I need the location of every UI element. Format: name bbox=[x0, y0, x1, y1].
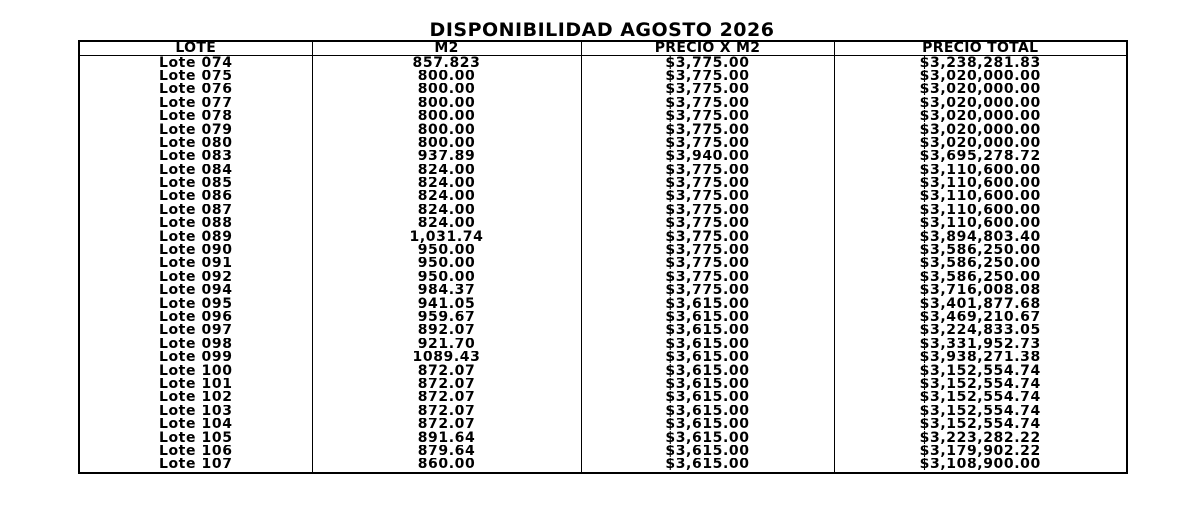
lote-cell: Lote 102 bbox=[79, 391, 312, 404]
table-row bbox=[79, 378, 1127, 391]
table-row bbox=[79, 164, 1127, 177]
price-per-m2-cell: $3,775.00 bbox=[581, 230, 834, 243]
total-price-cell: $3,938,271.38 bbox=[834, 351, 1127, 364]
total-price-cell: $3,586,250.00 bbox=[834, 257, 1127, 270]
lote-cell: Lote 080 bbox=[79, 137, 312, 150]
price-per-m2-cell: $3,775.00 bbox=[581, 177, 834, 190]
table-row bbox=[79, 338, 1127, 351]
lote-cell: Lote 099 bbox=[79, 351, 312, 364]
m2-cell: 891.64 bbox=[312, 431, 581, 444]
total-price-cell: $3,108,900.00 bbox=[834, 458, 1127, 472]
table-row bbox=[79, 297, 1127, 310]
total-price-cell: $3,716,008.08 bbox=[834, 284, 1127, 297]
lote-cell: Lote 104 bbox=[79, 418, 312, 431]
price-per-m2-cell: $3,615.00 bbox=[581, 445, 834, 458]
lote-cell: Lote 089 bbox=[79, 230, 312, 243]
header-row bbox=[79, 41, 1127, 56]
lote-cell: Lote 091 bbox=[79, 257, 312, 270]
m2-cell: 872.07 bbox=[312, 418, 581, 431]
table-row bbox=[79, 364, 1127, 377]
m2-cell: 800.00 bbox=[312, 110, 581, 123]
table-body bbox=[79, 56, 1127, 473]
m2-cell: 1089.43 bbox=[312, 351, 581, 364]
lote-cell: Lote 074 bbox=[79, 56, 312, 70]
m2-cell: 857.823 bbox=[312, 56, 581, 70]
total-price-cell: $3,179,902.22 bbox=[834, 445, 1127, 458]
total-price-cell: $3,110,600.00 bbox=[834, 164, 1127, 177]
lote-cell: Lote 101 bbox=[79, 378, 312, 391]
price-per-m2-cell: $3,775.00 bbox=[581, 83, 834, 96]
price-per-m2-cell: $3,615.00 bbox=[581, 405, 834, 418]
table-row bbox=[79, 230, 1127, 243]
total-price-cell: $3,020,000.00 bbox=[834, 70, 1127, 83]
table-row bbox=[79, 351, 1127, 364]
total-price-cell: $3,238,281.83 bbox=[834, 56, 1127, 70]
total-price-cell: $3,224,833.05 bbox=[834, 324, 1127, 337]
table-row bbox=[79, 97, 1127, 110]
lote-cell: Lote 092 bbox=[79, 271, 312, 284]
lote-cell: Lote 095 bbox=[79, 297, 312, 310]
total-price-cell: $3,401,877.68 bbox=[834, 297, 1127, 310]
price-per-m2-cell: $3,775.00 bbox=[581, 284, 834, 297]
lote-cell: Lote 106 bbox=[79, 445, 312, 458]
total-price-cell: $3,152,554.74 bbox=[834, 378, 1127, 391]
price-per-m2-cell: $3,775.00 bbox=[581, 123, 834, 136]
m2-cell: 959.67 bbox=[312, 311, 581, 324]
total-price-cell: $3,110,600.00 bbox=[834, 204, 1127, 217]
price-per-m2-cell: $3,775.00 bbox=[581, 217, 834, 230]
column-header-lote: LOTE bbox=[79, 41, 312, 56]
m2-cell: 860.00 bbox=[312, 458, 581, 472]
column-header-price-per-m2: PRECIO X M2 bbox=[581, 41, 834, 56]
total-price-cell: $3,152,554.74 bbox=[834, 391, 1127, 404]
table-row bbox=[79, 418, 1127, 431]
m2-cell: 892.07 bbox=[312, 324, 581, 337]
m2-cell: 950.00 bbox=[312, 244, 581, 257]
lote-cell: Lote 090 bbox=[79, 244, 312, 257]
m2-cell: 824.00 bbox=[312, 164, 581, 177]
lote-cell: Lote 107 bbox=[79, 458, 312, 472]
total-price-cell: $3,020,000.00 bbox=[834, 110, 1127, 123]
table-row bbox=[79, 56, 1127, 70]
table-row bbox=[79, 445, 1127, 458]
m2-cell: 921.70 bbox=[312, 338, 581, 351]
column-header-m2: M2 bbox=[312, 41, 581, 56]
price-per-m2-cell: $3,615.00 bbox=[581, 364, 834, 377]
total-price-cell: $3,223,282.22 bbox=[834, 431, 1127, 444]
price-per-m2-cell: $3,615.00 bbox=[581, 391, 834, 404]
price-per-m2-cell: $3,615.00 bbox=[581, 324, 834, 337]
price-per-m2-cell: $3,775.00 bbox=[581, 190, 834, 203]
lote-cell: Lote 085 bbox=[79, 177, 312, 190]
price-per-m2-cell: $3,775.00 bbox=[581, 164, 834, 177]
table-row bbox=[79, 190, 1127, 203]
m2-cell: 824.00 bbox=[312, 190, 581, 203]
m2-cell: 824.00 bbox=[312, 204, 581, 217]
lote-cell: Lote 086 bbox=[79, 190, 312, 203]
price-per-m2-cell: $3,615.00 bbox=[581, 431, 834, 444]
m2-cell: 872.07 bbox=[312, 405, 581, 418]
total-price-cell: $3,110,600.00 bbox=[834, 177, 1127, 190]
table-row bbox=[79, 83, 1127, 96]
column-header-total-price: PRECIO TOTAL bbox=[834, 41, 1127, 56]
total-price-cell: $3,469,210.67 bbox=[834, 311, 1127, 324]
lote-cell: Lote 096 bbox=[79, 311, 312, 324]
table-row bbox=[79, 70, 1127, 83]
price-per-m2-cell: $3,775.00 bbox=[581, 271, 834, 284]
m2-cell: 1,031.74 bbox=[312, 230, 581, 243]
total-price-cell: $3,110,600.00 bbox=[834, 217, 1127, 230]
lote-cell: Lote 087 bbox=[79, 204, 312, 217]
price-per-m2-cell: $3,615.00 bbox=[581, 338, 834, 351]
total-price-cell: $3,152,554.74 bbox=[834, 405, 1127, 418]
lote-cell: Lote 100 bbox=[79, 364, 312, 377]
price-per-m2-cell: $3,615.00 bbox=[581, 418, 834, 431]
availability-table bbox=[78, 40, 1128, 474]
price-per-m2-cell: $3,775.00 bbox=[581, 204, 834, 217]
price-per-m2-cell: $3,775.00 bbox=[581, 257, 834, 270]
m2-cell: 950.00 bbox=[312, 271, 581, 284]
m2-cell: 824.00 bbox=[312, 217, 581, 230]
price-per-m2-cell: $3,615.00 bbox=[581, 351, 834, 364]
total-price-cell: $3,586,250.00 bbox=[834, 271, 1127, 284]
price-per-m2-cell: $3,775.00 bbox=[581, 110, 834, 123]
lote-cell: Lote 078 bbox=[79, 110, 312, 123]
table-row bbox=[79, 217, 1127, 230]
table-row bbox=[79, 244, 1127, 257]
lote-cell: Lote 094 bbox=[79, 284, 312, 297]
lote-cell: Lote 075 bbox=[79, 70, 312, 83]
m2-cell: 984.37 bbox=[312, 284, 581, 297]
price-per-m2-cell: $3,615.00 bbox=[581, 311, 834, 324]
total-price-cell: $3,586,250.00 bbox=[834, 244, 1127, 257]
lote-cell: Lote 105 bbox=[79, 431, 312, 444]
table-row bbox=[79, 431, 1127, 444]
price-per-m2-cell: $3,615.00 bbox=[581, 378, 834, 391]
lote-cell: Lote 077 bbox=[79, 97, 312, 110]
table-row bbox=[79, 391, 1127, 404]
total-price-cell: $3,020,000.00 bbox=[834, 137, 1127, 150]
m2-cell: 941.05 bbox=[312, 297, 581, 310]
table-row bbox=[79, 123, 1127, 136]
table-row bbox=[79, 137, 1127, 150]
m2-cell: 800.00 bbox=[312, 123, 581, 136]
price-per-m2-cell: $3,615.00 bbox=[581, 297, 834, 310]
m2-cell: 872.07 bbox=[312, 391, 581, 404]
total-price-cell: $3,331,952.73 bbox=[834, 338, 1127, 351]
lote-cell: Lote 097 bbox=[79, 324, 312, 337]
table-row bbox=[79, 324, 1127, 337]
table-row bbox=[79, 110, 1127, 123]
page-title: DISPONIBILIDAD AGOSTO 2026 bbox=[429, 19, 775, 41]
lote-cell: Lote 079 bbox=[79, 123, 312, 136]
price-per-m2-cell: $3,775.00 bbox=[581, 70, 834, 83]
price-per-m2-cell: $3,775.00 bbox=[581, 97, 834, 110]
price-per-m2-cell: $3,615.00 bbox=[581, 458, 834, 472]
m2-cell: 824.00 bbox=[312, 177, 581, 190]
lote-cell: Lote 076 bbox=[79, 83, 312, 96]
m2-cell: 800.00 bbox=[312, 137, 581, 150]
table-row bbox=[79, 311, 1127, 324]
lote-cell: Lote 084 bbox=[79, 164, 312, 177]
lote-cell: Lote 088 bbox=[79, 217, 312, 230]
table-row bbox=[79, 271, 1127, 284]
total-price-cell: $3,152,554.74 bbox=[834, 364, 1127, 377]
price-per-m2-cell: $3,775.00 bbox=[581, 56, 834, 70]
price-per-m2-cell: $3,775.00 bbox=[581, 244, 834, 257]
lote-cell: Lote 098 bbox=[79, 338, 312, 351]
m2-cell: 872.07 bbox=[312, 378, 581, 391]
table-row bbox=[79, 405, 1127, 418]
total-price-cell: $3,020,000.00 bbox=[834, 123, 1127, 136]
m2-cell: 937.89 bbox=[312, 150, 581, 163]
table-row bbox=[79, 177, 1127, 190]
table-row bbox=[79, 458, 1127, 472]
price-per-m2-cell: $3,775.00 bbox=[581, 137, 834, 150]
total-price-cell: $3,152,554.74 bbox=[834, 418, 1127, 431]
table-row bbox=[79, 284, 1127, 297]
table-row bbox=[79, 204, 1127, 217]
total-price-cell: $3,020,000.00 bbox=[834, 83, 1127, 96]
table-row bbox=[79, 150, 1127, 163]
total-price-cell: $3,695,278.72 bbox=[834, 150, 1127, 163]
lote-cell: Lote 103 bbox=[79, 405, 312, 418]
total-price-cell: $3,110,600.00 bbox=[834, 190, 1127, 203]
total-price-cell: $3,020,000.00 bbox=[834, 97, 1127, 110]
m2-cell: 800.00 bbox=[312, 97, 581, 110]
price-per-m2-cell: $3,940.00 bbox=[581, 150, 834, 163]
m2-cell: 800.00 bbox=[312, 70, 581, 83]
m2-cell: 879.64 bbox=[312, 445, 581, 458]
total-price-cell: $3,894,803.40 bbox=[834, 230, 1127, 243]
m2-cell: 950.00 bbox=[312, 257, 581, 270]
m2-cell: 800.00 bbox=[312, 83, 581, 96]
table-row bbox=[79, 257, 1127, 270]
lote-cell: Lote 083 bbox=[79, 150, 312, 163]
m2-cell: 872.07 bbox=[312, 364, 581, 377]
